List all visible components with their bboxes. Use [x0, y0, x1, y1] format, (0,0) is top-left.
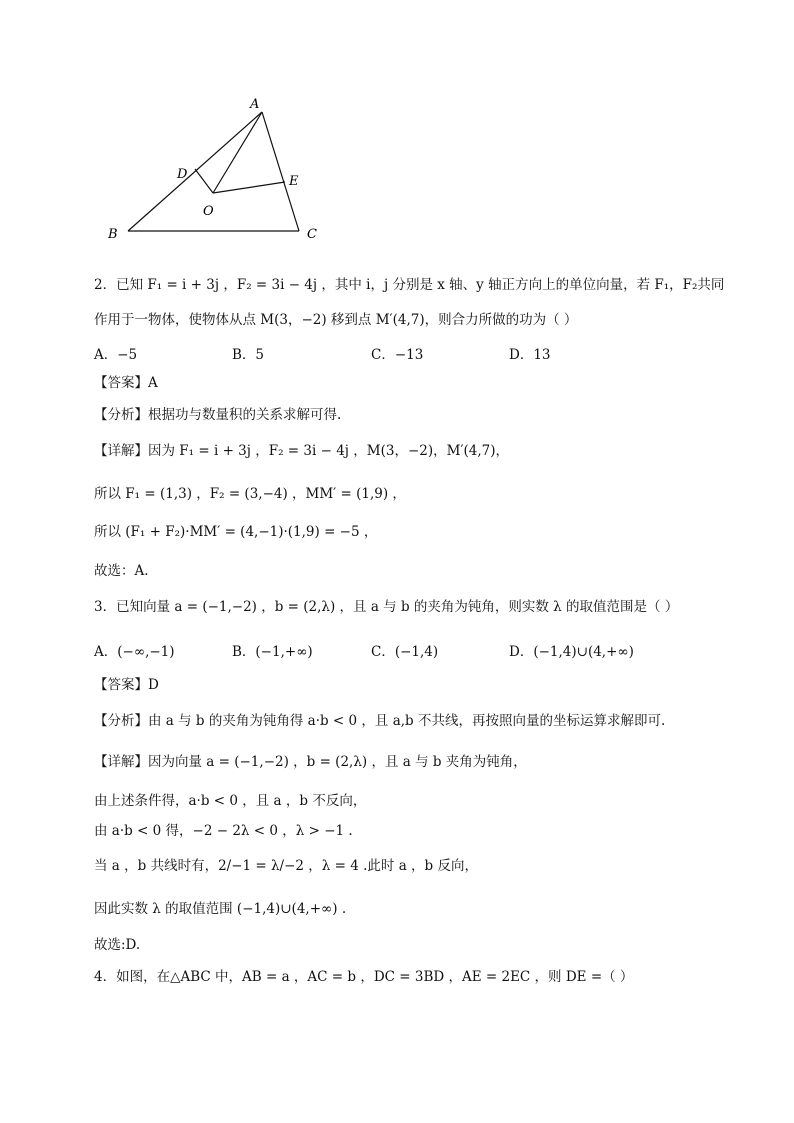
q3-answer: 【答案】D [94, 677, 159, 693]
q4-stem: 4．如图，在△ABC 中，AB = a ，AC = b ，DC = 3BD ，AE = 2EC ，则 DE =（ ） [94, 969, 634, 985]
q2-detail-3: 所以 (F₁ + F₂)·MM′ = (4,−1)·(1,9) = −5 ， [94, 524, 378, 540]
q3-detail-1: 【详解】因为向量 a = (−1,−2) ，b = (2,λ) ，且 a 与 b 夹角为钝角， [94, 754, 527, 770]
q3-detail-5: 因此实数 λ 的取值范围 (−1,4)∪(4,+∞) . [94, 901, 347, 917]
q2-option-c: C．−13 [371, 347, 424, 363]
q3-analysis: 【分析】由 a 与 b 的夹角为钝角得 a·b < 0 ，且 a,b 不共线，再按照向量的坐标运算求解即可. [94, 713, 666, 729]
q3-detail-3: 由 a·b < 0 得，−2 − 2λ < 0 ，λ > −1 . [94, 823, 353, 839]
q3-stem: 3．已知向量 a = (−1,−2) ，b = (2,λ) ，且 a 与 b 的夹角为钝角，则实数 λ 的取值范围是（ ） [94, 599, 679, 615]
segment-do [195, 169, 213, 193]
q2-stem-line2: 作用于一物体，使物体从点 M(3，−2) 移到点 M′(4,7)，则合力所做的功为（ ） [94, 312, 578, 328]
q2-detail-1: 【详解】因为 F₁ = i + 3j ，F₂ = 3i − 4j ，M(3，−2)，M′(4,7)， [94, 443, 510, 459]
q3-option-b: B．(−1,+∞) [232, 644, 313, 660]
edge-ab [128, 112, 262, 231]
q3-option-a: A．(−∞,−1) [94, 644, 175, 660]
q2-stem-line1: 2．已知 F₁ = i + 3j ，F₂ = 3i − 4j ，其中 i，j 分别是 x 轴、y 轴正方向上的单位向量，若 F₁，F₂共同 [94, 277, 725, 293]
q2-option-a: A．−5 [94, 347, 138, 363]
label-e: E [289, 174, 299, 189]
q2-choose: 故选：A. [94, 563, 149, 579]
q2-option-d: D．13 [509, 347, 551, 363]
q3-choose: 故选:D. [94, 937, 141, 953]
q3-detail-4: 当 a ，b 共线时有，2/−1 = λ/−2 ，λ = 4 .此时 a ，b 反向， [94, 858, 478, 874]
label-c: C [307, 227, 317, 242]
q2-detail-2: 所以 F₁ = (1,3) ，F₂ = (3,−4) ，MM′ = (1,9) ， [94, 486, 406, 502]
segment-ao [213, 112, 262, 193]
triangle-figure [100, 88, 340, 248]
q3-option-c: C．(−1,4) [371, 644, 439, 660]
q3-option-d: D．(−1,4)∪(4,+∞) [509, 644, 634, 660]
segment-oe [213, 182, 285, 193]
q2-answer: 【答案】A [94, 375, 158, 391]
edge-ac [262, 112, 299, 231]
q2-option-b: B．5 [232, 347, 265, 363]
q3-detail-2: 由上述条件得，a·b < 0 ，且 a ，b 不反向， [94, 793, 367, 809]
label-b: B [108, 227, 118, 242]
label-d: D [177, 167, 188, 182]
q2-analysis: 【分析】根据功与数量积的关系求解可得. [94, 407, 342, 423]
label-a: A [250, 97, 260, 112]
label-o: O [203, 204, 214, 219]
